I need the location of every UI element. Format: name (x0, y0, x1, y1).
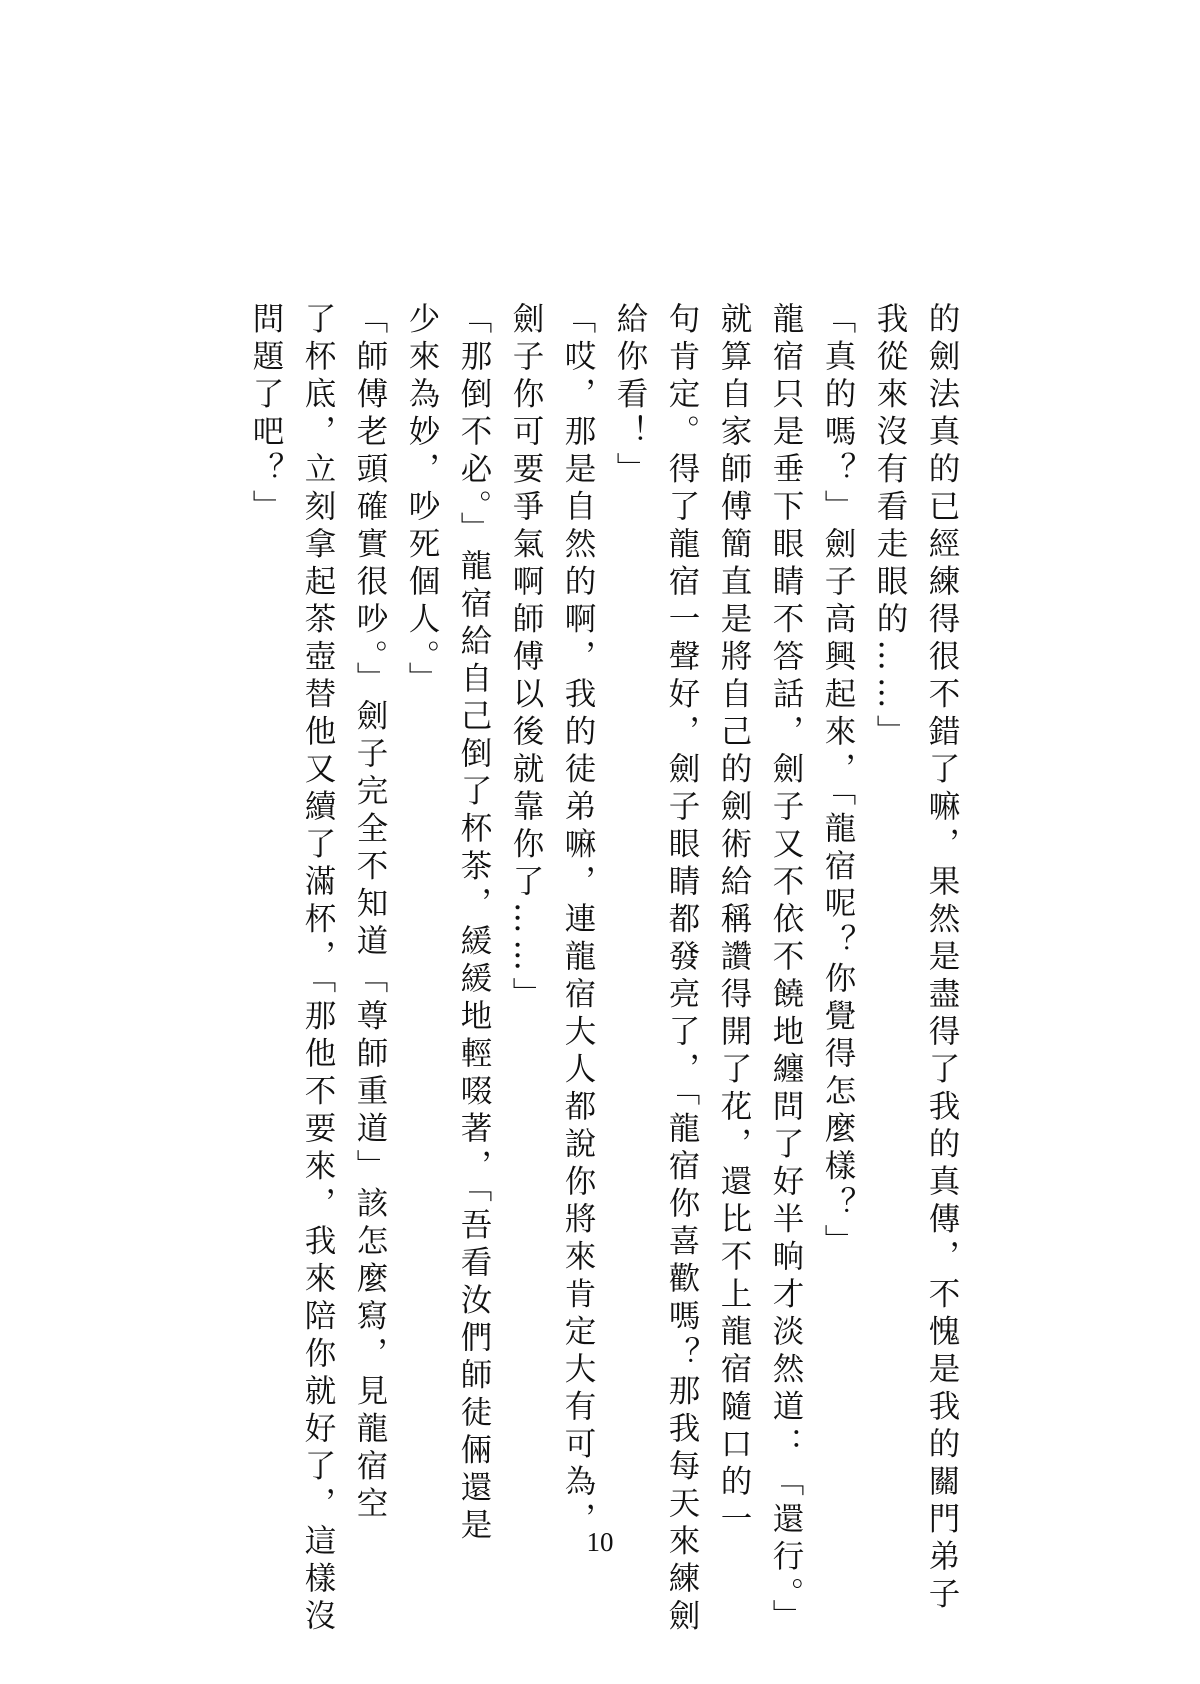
text-line: 「哎，那是自然的啊，我的徒弟嘛，連龍宿大人都說你將來肯定大有可為， (560, 302, 596, 1540)
text-line: 句肯定。得了龍宿一聲好，劍子眼睛都發亮了，「龍宿你喜歡嗎？那我每天來練劍 (664, 302, 700, 1637)
text-line: 少來為妙，吵死個人。」 (404, 302, 440, 699)
text-line: 了杯底，立刻拿起茶壺替他又續了滿杯，「那他不要來，我來陪你就好了，這樣沒 (300, 302, 336, 1637)
text-line: 龍宿只是垂下眼睛不答話，劍子又不依不饒地纏問了好半晌才淡然道：「還行。」 (768, 302, 804, 1637)
text-line: 「真的嗎？」劍子高興起來，「龍宿呢？你覺得怎麼樣？」 (820, 302, 856, 1262)
text-line: 「那倒不必。」龍宿給自己倒了杯茶，緩緩地輕啜著，「吾看汝們師徒倆還是 (456, 302, 492, 1546)
text-line: 給你看！」 (612, 302, 648, 490)
text-line: 「師傅老頭確實很吵。」劍子完全不知道「尊師重道」該怎麼寫，見龍宿空 (352, 302, 388, 1524)
text-line: 劍子你可要爭氣啊師傅以後就靠你了……」 (508, 302, 544, 1015)
text-line: 的劍法真的已經練得很不錯了嘛，果然是盡得了我的真傳，不愧是我的關門弟子 (924, 302, 960, 1615)
text-line: 問題了吧？」 (248, 302, 284, 527)
page-number: 10 (586, 1527, 614, 1557)
text-line: 我從來沒有看走眼的……」 (872, 302, 908, 752)
text-line: 就算自家師傅簡直是將自己的劍術給稱讚得開了花，還比不上龍宿隨口的一 (716, 302, 752, 1540)
